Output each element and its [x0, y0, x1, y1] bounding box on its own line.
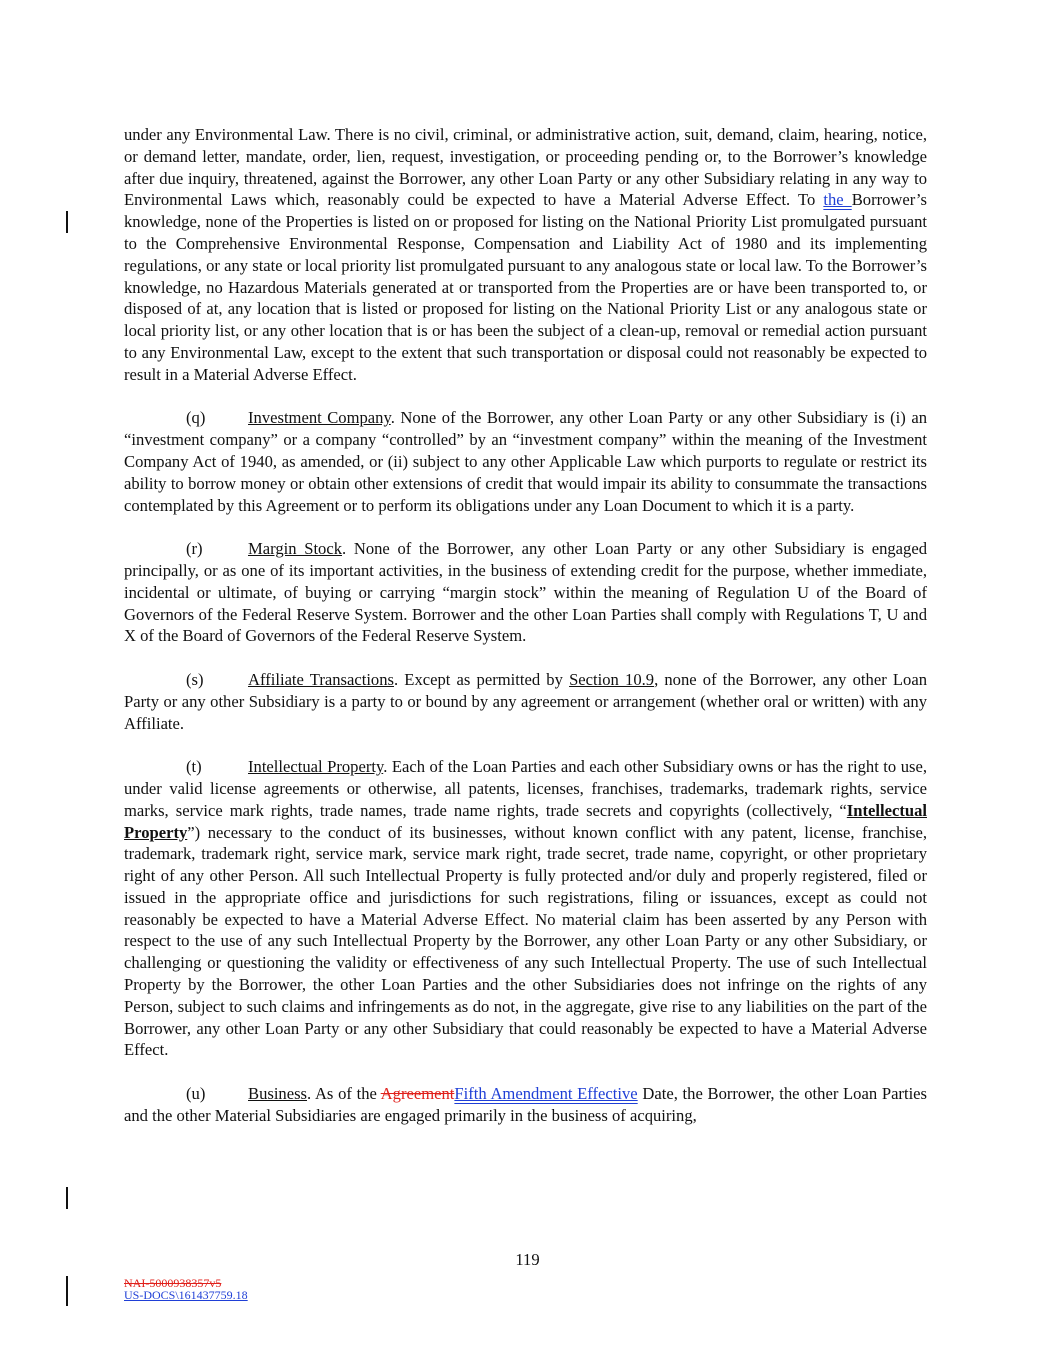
section-body: Date, the Borrower, the other Loan Parties and the other Material Subsidiaries are engaged primarily in the business of acquiring,: [124, 1084, 927, 1125]
section-r: [124, 538, 927, 647]
defined-term: Intellectual Property: [124, 800, 927, 842]
section-label: (s): [186, 669, 204, 689]
page-number: 119: [515, 1250, 540, 1269]
paragraph-text: under any Environmental Law. There is no civil, criminal, or administrative action, suit, demand, claim, hearing, notice, or demand letter, mandate, order, lien, request, investigation, or proceeding pending or, to the Borrower’s knowledge after due inquiry, threatened, against the Borrower, any other Loan Party or any other Subsidiary relating in any way to Environmental Laws which, reasonably could be expected to have a Material Adverse Effect. To: [124, 125, 927, 210]
paragraph-text: Borrower’s knowledge, none of the Properties is listed on or proposed for listing on the National Priority List promulgated pursuant to the Comprehensive Environmental Response, Compensation and Liability Act of 1980 and its implementing regulations, or any state or local priority list promulgated pursuant to any analogous state or local law. To the Borrower’s knowledge, no Hazardous Materials generated at or transported from the Properties are or have been transported to, or disposed of at, any location that is listed or proposed for listing on the National Priority List or any analogous state or local priority list, or any other location that is or has been the subject of a clean-up, removal or remedial action pursuant to any Environmental Law, except to the extent that such transportation or disposal could not reasonably be expected to result in a Material Adverse Effect.: [124, 190, 927, 384]
section-heading: Business: [248, 1084, 308, 1104]
change-bar: [66, 211, 68, 233]
section-body: . As of the: [307, 1084, 381, 1104]
section-body: . None of the Borrower, any other Loan Party or any other Subsidiary is (i) an “investment company” or a company “controlled” by an “investment company” within the meaning of the Investment Company Act of 1940, as amended, or (ii) subject to any other Applicable Law which purports to regulate or restrict its ability to borrow money or obtain other extensions of credit that would impair its ability to consummate the transactions contemplated by this Agreement or to perform its obligations under any Loan Document to which it is a party.: [124, 408, 927, 515]
section-heading: Intellectual Property: [248, 757, 384, 777]
section-label: (q): [186, 408, 206, 428]
section-u: [124, 1083, 927, 1127]
paragraph-environmental: [124, 124, 927, 386]
section-heading: Investment Company: [248, 408, 391, 428]
document-page: [124, 124, 927, 1127]
section-t: [124, 756, 927, 1061]
inserted-text: Fifth Amendment Effective: [454, 1084, 638, 1104]
section-q: [124, 407, 927, 516]
deleted-text: Agreement: [380, 1084, 455, 1104]
section-label: (u): [186, 1084, 206, 1104]
deleted-doc-id: NAI-5000938357v5: [124, 1276, 222, 1290]
section-body: . None of the Borrower, any other Loan Party or any other Subsidiary is engaged principally, or as one of its important activities, in the business of extending credit for the purpose, whether immediate, incidental or ultimate, of buying or carrying “margin stock” within the meaning of Regulation U of the Board of Governors of the Federal Reserve System. Borrower and the other Loan Parties shall comply with Regulations T, U and X of the Board of Governors of the Federal Reserve System.: [124, 539, 927, 646]
section-body: ”) necessary to the conduct of its businesses, without known conflict with any patent, license, franchise, trademark, trademark right, service mark, service mark right, trade secret, trade name, copyright, or other proprietary right of any other Person. All such Intellectual Property is fully protected and/or duly and properly registered, filed or issued in the appropriate office and jurisdictions for such registrations, filing or issuances, except as could not reasonably be expected to have a Material Adverse Effect. No material claim has been asserted by any Person with respect to the use of any such Intellectual Property by the Borrower, any other Loan Party or any other Subsidiary, or challenging or questioning the validity or effectiveness of any such Intellectual Property. The use of such Intellectual Property by the Borrower, the other Loan Parties and the other Subsidiaries does not infringe on the rights of any Person, subject to such claims and infringements as do not, in the aggregate, give rise to any liabilities on the part of the Borrower, any other Loan Party or any other Subsidiary that could reasonably be expected to have a Material Adverse Effect.: [124, 822, 927, 1060]
section-heading: Margin Stock: [248, 539, 343, 559]
section-body: . Except as permitted by: [393, 669, 570, 689]
section-label: (r): [186, 539, 203, 559]
change-bar: [66, 1276, 68, 1306]
section-label: (t): [186, 757, 202, 777]
section-s: [124, 669, 927, 734]
section-body: . Each of the Loan Parties and each other Subsidiary owns or has the right to use, under valid license agreements or otherwise, all patents, licenses, franchises, trademarks, trademark rights, service marks, service mark rights, trade names, trade name rights, trade secrets and copyrights (collectively, “: [124, 757, 927, 820]
section-heading: Affiliate Transactions: [248, 669, 394, 689]
inserted-text: the: [823, 190, 852, 210]
document-footer: [124, 1277, 248, 1301]
section-reference: Section 10.9: [569, 669, 655, 689]
inserted-doc-id: US-DOCS\161437759.18: [124, 1288, 248, 1302]
change-bar: [66, 1187, 68, 1209]
section-body: , none of the Borrower, any other Loan Party or any other Subsidiary is a party to or bound by any agreement or arrangement (whether oral or written) with any Affiliate.: [124, 669, 927, 733]
